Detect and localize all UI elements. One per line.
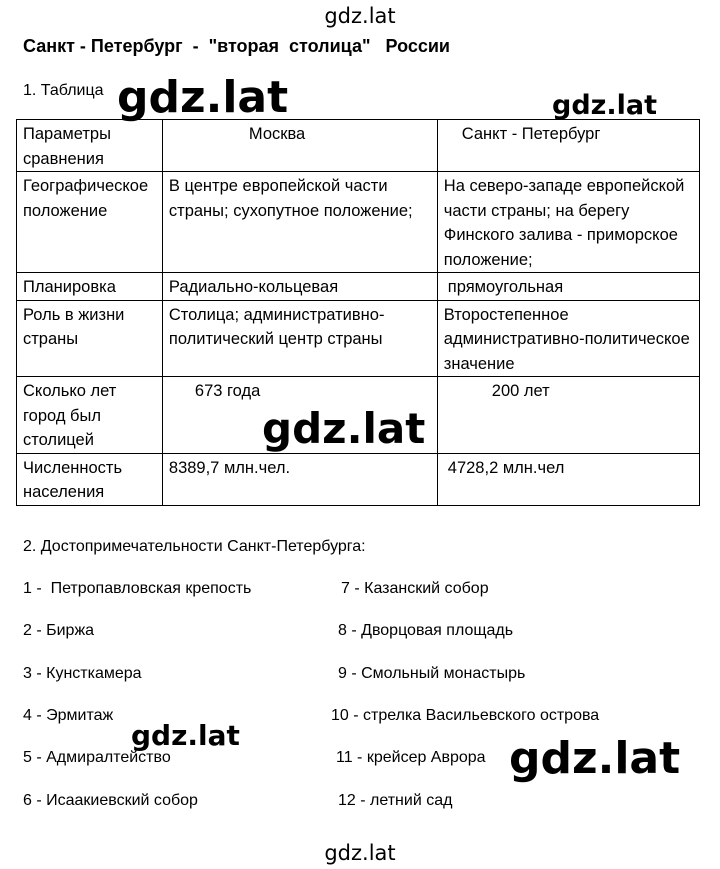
watermark: gdz.lat bbox=[552, 90, 658, 121]
table-row bbox=[17, 300, 700, 377]
moscow-cell: Столица; административно-политический центр страны bbox=[162, 300, 437, 377]
sight-item: 6 - Исаакиевский собор bbox=[23, 792, 198, 809]
sight-item: 2 - Биржа bbox=[23, 622, 95, 639]
moscow-cell: 673 года bbox=[162, 377, 437, 454]
watermark: gdz.lat bbox=[131, 719, 240, 752]
spb-cell: 4728,2 млн.чел bbox=[437, 453, 699, 505]
header-cell-parameters: Параметры сравнения bbox=[17, 120, 163, 172]
table-row bbox=[17, 172, 700, 273]
watermark: gdz.lat bbox=[262, 404, 426, 453]
sight-item: 7 - Казанский собор bbox=[341, 580, 489, 597]
moscow-cell: 8389,7 млн.чел. bbox=[162, 453, 437, 505]
table-header-row bbox=[17, 120, 700, 172]
spb-cell: На северо-западе европейской части страны; на берегу Финского залива - приморское положение; bbox=[437, 172, 699, 273]
sight-item: 10 - стрелка Васильевского острова bbox=[331, 707, 600, 724]
table-row bbox=[17, 273, 700, 301]
row-label-cell: Роль в жизни страны bbox=[17, 300, 163, 377]
sight-item: 1 - Петропавловская крепость bbox=[23, 580, 252, 597]
moscow-cell: В центре европейской части страны; сухопутное положение; bbox=[162, 172, 437, 273]
sight-item: 5 - Адмиралтейство bbox=[23, 749, 171, 766]
row-label-cell: Географическое положение bbox=[17, 172, 163, 273]
sight-item: 11 - крейсер Аврора bbox=[336, 749, 486, 766]
header-cell-spb: Санкт - Петербург bbox=[437, 120, 699, 172]
watermark-top: gdz.lat bbox=[324, 4, 396, 28]
sight-item: 3 - Кунсткамера bbox=[23, 665, 142, 682]
row-label-cell: Планировка bbox=[17, 273, 163, 301]
row-label-cell: Сколько лет город был столицей bbox=[17, 377, 163, 454]
section-1-label: 1. Таблица bbox=[23, 82, 104, 99]
spb-cell: прямоугольная bbox=[437, 273, 699, 301]
watermark-bottom: gdz.lat bbox=[324, 841, 396, 865]
sight-item: 4 - Эрмитаж bbox=[23, 707, 114, 724]
spb-cell: 200 лет bbox=[437, 377, 699, 454]
watermark: gdz.lat bbox=[117, 72, 289, 123]
header-cell-moscow: Москва bbox=[162, 120, 437, 172]
table-row bbox=[17, 453, 700, 505]
spb-cell: Второстепенное административно-политическое значение bbox=[437, 300, 699, 377]
sight-item: 8 - Дворцовая площадь bbox=[338, 622, 514, 639]
page-title: Санкт - Петербург - "вторая столица" России bbox=[23, 36, 450, 56]
moscow-cell: Радиально-кольцевая bbox=[162, 273, 437, 301]
watermark: gdz.lat bbox=[509, 733, 681, 784]
row-label-cell: Численность населения bbox=[17, 453, 163, 505]
section-2-label: 2. Достопримечательности Санкт-Петербурга: bbox=[23, 538, 366, 555]
sight-item: 12 - летний сад bbox=[338, 792, 453, 809]
sight-item: 9 - Смольный монастырь bbox=[338, 665, 526, 682]
